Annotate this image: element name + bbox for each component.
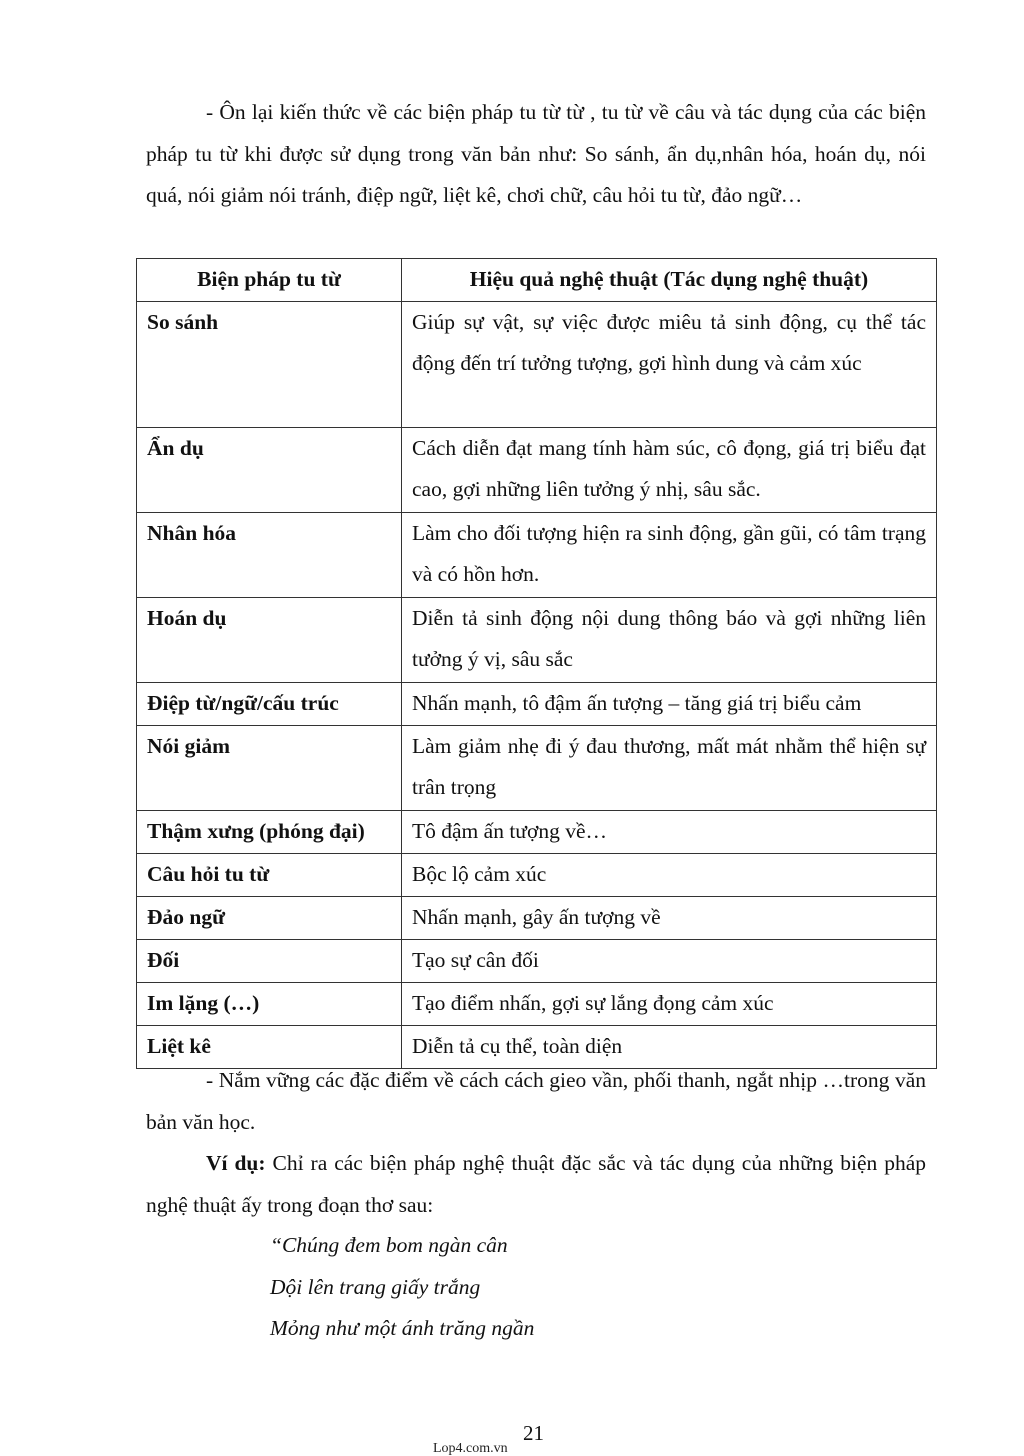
device-name: Thậm xưng (phóng đại): [137, 810, 402, 853]
device-name: Ẩn dụ: [137, 427, 402, 512]
after-table-paragraph: [146, 1060, 926, 1143]
footer-site: Lop4.com.vn: [433, 1441, 508, 1456]
device-name: Đối: [137, 939, 402, 982]
device-name: Điệp từ/ngữ/cấu trúc: [137, 682, 402, 725]
device-effect: Diễn tả sinh động nội dung thông báo và gợi những liên tưởng ý vị, sâu sắc: [402, 597, 937, 682]
device-effect: Tô đậm ấn tượng về…: [402, 810, 937, 853]
device-effect: Nhấn mạnh, gây ấn tượng về: [402, 896, 937, 939]
rhetorical-devices-table: [136, 258, 937, 1069]
device-name: Liệt kê: [137, 1025, 402, 1068]
poem-line: “Chúng đem bom ngàn cân: [270, 1233, 508, 1257]
table-row: [137, 896, 937, 939]
table-row: [137, 982, 937, 1025]
example-paragraph: [146, 1143, 926, 1226]
device-effect: Nhấn mạnh, tô đậm ấn tượng – tăng giá trị biểu cảm: [402, 682, 937, 725]
after-table-text: - Nắm vững các đặc điểm về cách cách gieo vần, phối thanh, ngắt nhịp …trong văn bản văn học.: [146, 1068, 926, 1134]
table-row: [137, 597, 937, 682]
poem-line: Dội lên trang giấy trắng: [270, 1274, 481, 1299]
device-effect: Cách diễn đạt mang tính hàm súc, cô đọng, giá trị biểu đạt cao, gợi những liên tưởng ý nhị, sâu sắc.: [402, 427, 937, 512]
poem-line: Mỏng như một ánh trăng ngần: [270, 1316, 535, 1340]
device-name: Câu hỏi tu từ: [137, 853, 402, 896]
table-row: [137, 810, 937, 853]
device-effect: Diễn tả cụ thể, toàn diện: [402, 1025, 937, 1068]
table-row: [137, 301, 937, 427]
table-row: [137, 939, 937, 982]
device-name: Nhân hóa: [137, 512, 402, 597]
page-number: 21: [523, 1421, 544, 1445]
device-name: So sánh: [137, 301, 402, 427]
table-row: [137, 853, 937, 896]
table-row: [137, 427, 937, 512]
device-name: Nói giảm: [137, 725, 402, 810]
device-name: Hoán dụ: [137, 597, 402, 682]
table-header-row: [137, 259, 937, 302]
device-name: Đảo ngữ: [137, 896, 402, 939]
device-effect: Làm cho đối tượng hiện ra sinh động, gần gũi, có tâm trạng và có hồn hơn.: [402, 512, 937, 597]
intro-text: - Ôn lại kiến thức về các biện pháp tu từ từ , tu từ về câu và tác dụng của các biện pháp tu từ khi được sử dụng trong văn bản như: So sánh, ẩn dụ,nhân hóa, hoán dụ, nói quá, nói giảm nói tránh, điệp ngữ, liệt kê, chơi chữ, câu hỏi tu từ, đảo ngữ…: [146, 100, 926, 207]
table-row: [137, 725, 937, 810]
header-effect: Hiệu quả nghệ thuật (Tác dụng nghệ thuật): [402, 259, 937, 302]
table-row: [137, 682, 937, 725]
device-name: Im lặng (…): [137, 982, 402, 1025]
example-label: Ví dụ:: [206, 1151, 266, 1175]
device-effect: Bộc lộ cảm xúc: [402, 853, 937, 896]
table-row: [137, 512, 937, 597]
device-effect: Tạo sự cân đối: [402, 939, 937, 982]
example-text: Chỉ ra các biện pháp nghệ thuật đặc sắc và tác dụng của những biện pháp nghệ thuật ấy trong đoạn thơ sau:: [146, 1151, 926, 1217]
device-effect: Giúp sự vật, sự việc được miêu tả sinh động, cụ thể tác động đến trí tưởng tượng, gợi hình dung và cảm xúc: [402, 301, 937, 427]
device-effect: Làm giảm nhẹ đi ý đau thương, mất mát nhằm thể hiện sự trân trọng: [402, 725, 937, 810]
intro-paragraph: [146, 92, 926, 217]
device-effect: Tạo điểm nhấn, gợi sự lắng đọng cảm xúc: [402, 982, 937, 1025]
header-device: Biện pháp tu từ: [137, 259, 402, 302]
poem-excerpt: [270, 1225, 534, 1350]
